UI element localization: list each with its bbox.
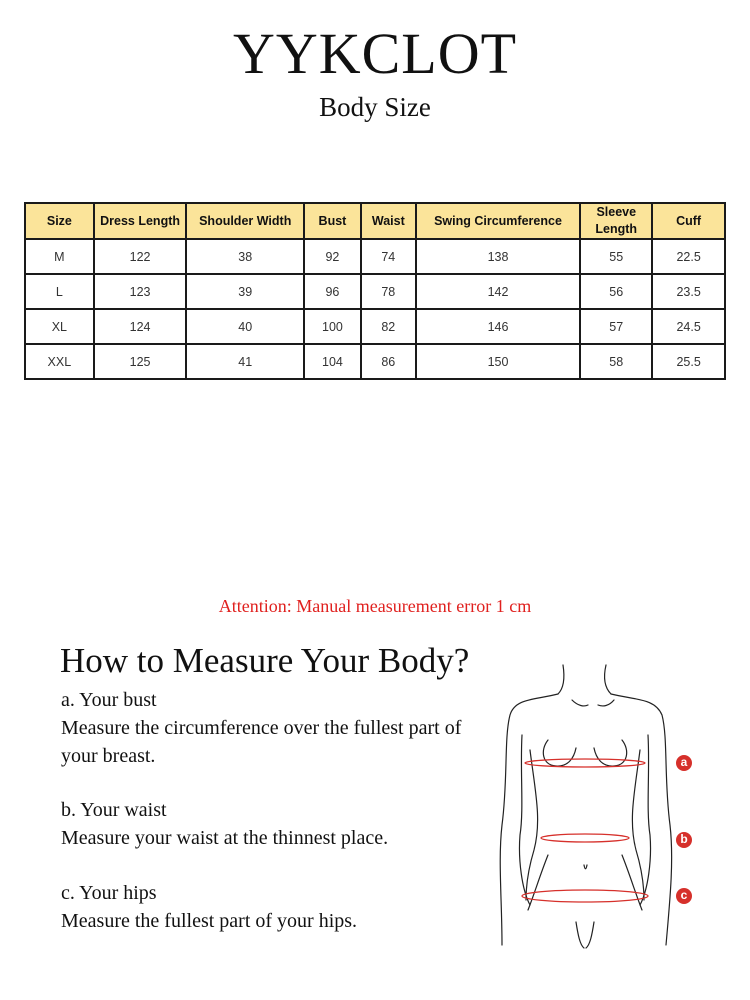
hips-heading: c. Your hips bbox=[61, 882, 157, 904]
bust-marker: a bbox=[676, 755, 692, 771]
cell-sleeve-length: 56 bbox=[580, 274, 652, 309]
cell-size: M bbox=[25, 239, 94, 274]
table-row bbox=[25, 239, 725, 274]
cell-cuff: 24.5 bbox=[652, 309, 725, 344]
cell-shoulder-width: 38 bbox=[186, 239, 304, 274]
bust-heading: a. Your bust bbox=[61, 689, 157, 711]
cell-bust: 96 bbox=[304, 274, 361, 309]
cell-waist: 78 bbox=[361, 274, 416, 309]
waist-instruction bbox=[61, 796, 481, 852]
size-table bbox=[24, 202, 726, 380]
size-table-header-row bbox=[25, 203, 725, 239]
cell-swing-circumference: 138 bbox=[416, 239, 581, 274]
cell-waist: 82 bbox=[361, 309, 416, 344]
cell-swing-circumference: 146 bbox=[416, 309, 581, 344]
hips-instruction bbox=[61, 879, 481, 935]
table-row bbox=[25, 309, 725, 344]
hips-marker: c bbox=[676, 888, 692, 904]
header-cuff: Cuff bbox=[652, 203, 725, 239]
header-dress-length: Dress Length bbox=[94, 203, 187, 239]
cell-swing-circumference: 150 bbox=[416, 344, 581, 379]
header-size: Size bbox=[25, 203, 94, 239]
attention-note: Attention: Manual measurement error 1 cm bbox=[218, 596, 532, 616]
cell-bust: 92 bbox=[304, 239, 361, 274]
bust-text: Measure the circumference over the fullest part of your breast. bbox=[61, 717, 462, 767]
cell-shoulder-width: 41 bbox=[186, 344, 304, 379]
cell-cuff: 22.5 bbox=[652, 239, 725, 274]
howto-title: How to Measure Your Body? bbox=[60, 641, 470, 680]
header-shoulder-width: Shoulder Width bbox=[186, 203, 304, 239]
cell-size: XXL bbox=[25, 344, 94, 379]
header-swing-circumference: Swing Circumference bbox=[416, 203, 581, 239]
cell-waist: 86 bbox=[361, 344, 416, 379]
cell-dress-length: 123 bbox=[94, 274, 187, 309]
body-outline-illustration bbox=[490, 660, 700, 950]
cell-dress-length: 125 bbox=[94, 344, 187, 379]
waist-heading: b. Your waist bbox=[61, 799, 167, 821]
cell-cuff: 23.5 bbox=[652, 274, 725, 309]
header-waist: Waist bbox=[361, 203, 416, 239]
cell-cuff: 25.5 bbox=[652, 344, 725, 379]
table-row bbox=[25, 274, 725, 309]
cell-dress-length: 124 bbox=[94, 309, 187, 344]
hips-text: Measure the fullest part of your hips. bbox=[61, 910, 358, 932]
cell-dress-length: 122 bbox=[94, 239, 187, 274]
cell-size: L bbox=[25, 274, 94, 309]
cell-sleeve-length: 55 bbox=[580, 239, 652, 274]
cell-bust: 100 bbox=[304, 309, 361, 344]
cell-size: XL bbox=[25, 309, 94, 344]
cell-sleeve-length: 58 bbox=[580, 344, 652, 379]
cell-shoulder-width: 39 bbox=[186, 274, 304, 309]
cell-swing-circumference: 142 bbox=[416, 274, 581, 309]
page-subtitle: Body Size bbox=[319, 92, 431, 122]
table-row bbox=[25, 344, 725, 379]
cell-bust: 104 bbox=[304, 344, 361, 379]
header-sleeve-length: Sleeve Length bbox=[580, 203, 652, 239]
cell-sleeve-length: 57 bbox=[580, 309, 652, 344]
waist-text: Measure your waist at the thinnest place. bbox=[61, 827, 389, 849]
brand-title: YYKCLOT bbox=[232, 21, 518, 86]
cell-waist: 74 bbox=[361, 239, 416, 274]
cell-shoulder-width: 40 bbox=[186, 309, 304, 344]
bust-instruction bbox=[61, 686, 471, 770]
waist-marker: b bbox=[676, 832, 692, 848]
header-bust: Bust bbox=[304, 203, 361, 239]
